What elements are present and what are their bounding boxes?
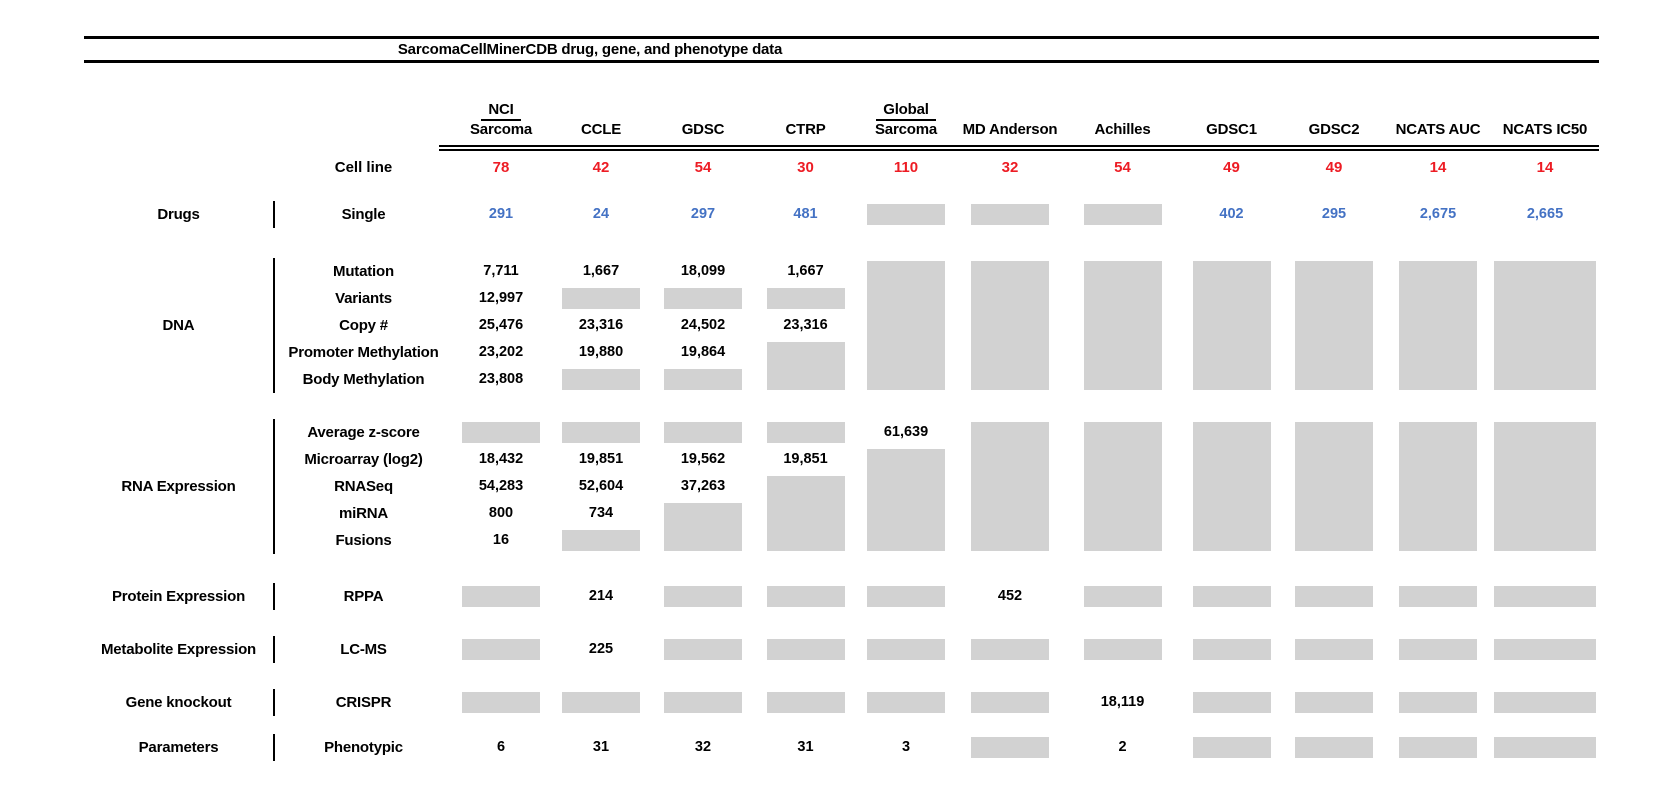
value-cell: 37,263 bbox=[680, 478, 726, 494]
value-cell: 225 bbox=[588, 641, 614, 657]
row-label: Variants bbox=[335, 290, 392, 307]
value-cell: 1,667 bbox=[787, 263, 824, 279]
missing-data-box bbox=[1084, 261, 1162, 390]
value-cell: 31 bbox=[592, 739, 610, 755]
data-column-9 bbox=[1283, 636, 1385, 663]
missing-data-box bbox=[1399, 737, 1477, 758]
data-column-5 bbox=[857, 583, 955, 610]
value-cell: 23,316 bbox=[783, 317, 828, 333]
value-cell: 452 bbox=[997, 588, 1023, 604]
missing-data-box bbox=[767, 476, 845, 551]
row-labels bbox=[275, 201, 452, 228]
data-column-10 bbox=[1385, 636, 1491, 663]
missing-data-box bbox=[767, 586, 845, 607]
section-gene-knockout bbox=[84, 689, 1599, 716]
value-cell: 54,283 bbox=[478, 478, 524, 494]
value-cell: 18,099 bbox=[680, 263, 726, 279]
data-column-8 bbox=[1180, 636, 1283, 663]
missing-data-box bbox=[1494, 261, 1596, 390]
section-dna bbox=[84, 258, 1599, 393]
category-label: Parameters bbox=[84, 734, 275, 761]
column-header-2 bbox=[550, 63, 652, 145]
value-cell: 6 bbox=[496, 739, 506, 755]
column-header-8 bbox=[1180, 63, 1283, 145]
section-metabolite-expression bbox=[84, 636, 1599, 663]
value-cell: 23,808 bbox=[478, 371, 524, 387]
column-header-label: CCLE bbox=[580, 121, 622, 138]
missing-data-box bbox=[462, 692, 540, 713]
value-cell: 291 bbox=[488, 206, 514, 222]
cell-line-count: 78 bbox=[492, 159, 510, 176]
column-header-label: Achilles bbox=[1094, 121, 1151, 138]
data-column-3 bbox=[652, 734, 754, 761]
value-cell: 295 bbox=[1321, 206, 1347, 222]
row-label: Phenotypic bbox=[324, 739, 403, 756]
missing-data-box bbox=[1295, 261, 1373, 390]
value-cell: 23,202 bbox=[478, 344, 524, 360]
value-cell: 18,432 bbox=[478, 451, 524, 467]
data-column-10 bbox=[1385, 689, 1491, 716]
data-column-6 bbox=[955, 636, 1065, 663]
missing-data-box bbox=[1193, 261, 1271, 390]
missing-data-box bbox=[1084, 586, 1162, 607]
data-column-1 bbox=[452, 689, 550, 716]
missing-data-box bbox=[767, 639, 845, 660]
value-cell: 32 bbox=[694, 739, 712, 755]
column-header-3 bbox=[652, 63, 754, 145]
data-column-5 bbox=[857, 258, 955, 393]
missing-data-box bbox=[867, 261, 945, 390]
value-cell: 214 bbox=[588, 588, 614, 604]
data-column-10 bbox=[1385, 419, 1491, 554]
cell-line-count: 14 bbox=[1429, 159, 1447, 176]
data-column-11 bbox=[1491, 419, 1599, 554]
data-column-3 bbox=[652, 419, 754, 554]
missing-data-box bbox=[1494, 737, 1596, 758]
missing-data-box bbox=[971, 261, 1049, 390]
missing-data-box bbox=[1193, 737, 1271, 758]
cell-line-count: 30 bbox=[797, 159, 814, 176]
missing-data-box bbox=[1295, 586, 1373, 607]
missing-data-box bbox=[767, 692, 845, 713]
data-column-1 bbox=[452, 201, 550, 228]
data-column-1 bbox=[452, 258, 550, 393]
data-column-10 bbox=[1385, 201, 1491, 228]
value-cell: 2,675 bbox=[1419, 206, 1457, 222]
section-drugs bbox=[84, 201, 1599, 228]
data-column-11 bbox=[1491, 636, 1599, 663]
data-column-2 bbox=[550, 419, 652, 554]
data-column-2 bbox=[550, 201, 652, 228]
data-column-9 bbox=[1283, 201, 1385, 228]
missing-data-box bbox=[971, 422, 1049, 551]
missing-data-box bbox=[867, 204, 945, 225]
value-cell: 24,502 bbox=[680, 317, 726, 333]
missing-data-box bbox=[1193, 639, 1271, 660]
cell-line-count: 14 bbox=[1536, 159, 1554, 176]
missing-data-box bbox=[462, 422, 540, 443]
value-cell: 16 bbox=[492, 532, 510, 548]
data-column-4 bbox=[754, 258, 857, 393]
data-column-3 bbox=[652, 258, 754, 393]
row-label: miRNA bbox=[338, 505, 388, 522]
data-column-4 bbox=[754, 583, 857, 610]
data-column-9 bbox=[1283, 419, 1385, 554]
data-column-4 bbox=[754, 734, 857, 761]
missing-data-box bbox=[1399, 586, 1477, 607]
cell-line-label: Cell line bbox=[334, 159, 393, 176]
missing-data-box bbox=[1084, 422, 1162, 551]
missing-data-box bbox=[1295, 692, 1373, 713]
data-column-10 bbox=[1385, 258, 1491, 393]
data-column-7 bbox=[1065, 636, 1180, 663]
data-column-6 bbox=[955, 689, 1065, 716]
value-cell: 19,851 bbox=[783, 451, 828, 467]
row-label: Mutation bbox=[333, 263, 394, 280]
row-labels bbox=[275, 734, 452, 761]
figure-title: SarcomaCellMinerCDB drug, gene, and phenotype data bbox=[397, 41, 783, 58]
missing-data-box bbox=[767, 288, 845, 309]
column-header-label: Sarcoma bbox=[470, 121, 532, 138]
missing-data-box bbox=[867, 639, 945, 660]
column-header-prefix: Global bbox=[876, 101, 935, 121]
cell-line-count: 110 bbox=[893, 159, 919, 176]
data-column-5 bbox=[857, 201, 955, 228]
missing-data-box bbox=[664, 639, 742, 660]
value-cell: 52,604 bbox=[578, 478, 624, 494]
value-cell: 31 bbox=[797, 739, 814, 755]
value-cell: 25,476 bbox=[478, 317, 524, 333]
column-header-9 bbox=[1283, 63, 1385, 145]
cell-line-count: 42 bbox=[592, 159, 610, 176]
column-header-5 bbox=[857, 63, 955, 145]
data-column-7 bbox=[1065, 689, 1180, 716]
missing-data-box bbox=[664, 422, 742, 443]
data-column-6 bbox=[955, 734, 1065, 761]
row-label: LC-MS bbox=[340, 641, 387, 658]
category-label: Metabolite Expression bbox=[84, 636, 275, 663]
row-labels bbox=[275, 419, 452, 554]
column-header-label: Sarcoma bbox=[875, 121, 937, 138]
row-label: CRISPR bbox=[335, 694, 392, 711]
missing-data-box bbox=[1193, 422, 1271, 551]
column-header-6 bbox=[955, 63, 1065, 145]
data-column-8 bbox=[1180, 689, 1283, 716]
column-header-label: MD Anderson bbox=[962, 121, 1058, 138]
data-column-7 bbox=[1065, 201, 1180, 228]
missing-data-box bbox=[664, 586, 742, 607]
missing-data-box bbox=[664, 288, 742, 309]
category-label: Protein Expression bbox=[84, 583, 275, 610]
missing-data-box bbox=[1494, 639, 1596, 660]
section-rna-expression bbox=[84, 419, 1599, 554]
value-cell: 19,864 bbox=[680, 344, 726, 360]
missing-data-box bbox=[1494, 586, 1596, 607]
value-cell: 18,119 bbox=[1100, 694, 1145, 710]
missing-data-box bbox=[664, 503, 742, 551]
missing-data-box bbox=[664, 692, 742, 713]
column-header-7 bbox=[1065, 63, 1180, 145]
row-label: Promoter Methylation bbox=[288, 344, 439, 361]
data-column-9 bbox=[1283, 258, 1385, 393]
category-label: Drugs bbox=[84, 201, 275, 228]
cell-line-count: 49 bbox=[1325, 159, 1343, 176]
cell-line-count: 54 bbox=[1114, 159, 1131, 176]
value-cell: 800 bbox=[488, 505, 514, 521]
value-cell: 24 bbox=[592, 206, 610, 222]
missing-data-box bbox=[462, 639, 540, 660]
missing-data-box bbox=[562, 530, 640, 551]
row-label: Body Methylation bbox=[302, 371, 425, 388]
missing-data-box bbox=[562, 369, 640, 390]
section-protein-expression bbox=[84, 583, 1599, 610]
missing-data-box bbox=[1494, 692, 1596, 713]
data-column-3 bbox=[652, 583, 754, 610]
row-labels bbox=[275, 689, 452, 716]
data-column-10 bbox=[1385, 583, 1491, 610]
data-column-8 bbox=[1180, 419, 1283, 554]
data-column-1 bbox=[452, 419, 550, 554]
column-header-11 bbox=[1491, 63, 1599, 145]
data-column-4 bbox=[754, 201, 857, 228]
value-cell: 402 bbox=[1219, 206, 1244, 222]
data-column-1 bbox=[452, 734, 550, 761]
data-column-2 bbox=[550, 734, 652, 761]
data-column-7 bbox=[1065, 583, 1180, 610]
missing-data-box bbox=[867, 586, 945, 607]
missing-data-box bbox=[971, 639, 1049, 660]
data-availability-figure bbox=[84, 36, 1599, 761]
data-column-4 bbox=[754, 689, 857, 716]
missing-data-box bbox=[1295, 737, 1373, 758]
value-cell: 297 bbox=[690, 206, 716, 222]
data-column-11 bbox=[1491, 201, 1599, 228]
data-column-2 bbox=[550, 689, 652, 716]
row-label: Single bbox=[341, 206, 386, 223]
missing-data-box bbox=[767, 342, 845, 390]
row-label: RPPA bbox=[343, 588, 384, 605]
column-header-prefix: NCI bbox=[481, 101, 520, 121]
missing-data-box bbox=[1399, 422, 1477, 551]
data-column-9 bbox=[1283, 734, 1385, 761]
cell-line-count: 32 bbox=[1001, 159, 1019, 176]
cell-line-count: 49 bbox=[1223, 159, 1240, 176]
missing-data-box bbox=[562, 692, 640, 713]
category-label: DNA bbox=[84, 258, 275, 393]
missing-data-box bbox=[1295, 639, 1373, 660]
missing-data-box bbox=[1399, 639, 1477, 660]
column-header-row bbox=[84, 63, 1599, 151]
data-column-6 bbox=[955, 258, 1065, 393]
data-column-3 bbox=[652, 201, 754, 228]
cell-line-count-row bbox=[84, 154, 1599, 181]
missing-data-box bbox=[462, 586, 540, 607]
missing-data-box bbox=[1084, 204, 1162, 225]
value-cell: 2,665 bbox=[1526, 206, 1564, 222]
value-cell: 734 bbox=[588, 505, 614, 521]
data-column-5 bbox=[857, 636, 955, 663]
value-cell: 2 bbox=[1118, 739, 1127, 755]
category-label: RNA Expression bbox=[84, 419, 275, 554]
data-column-2 bbox=[550, 258, 652, 393]
missing-data-box bbox=[971, 204, 1049, 225]
missing-data-box bbox=[971, 737, 1049, 758]
data-column-11 bbox=[1491, 689, 1599, 716]
data-column-3 bbox=[652, 636, 754, 663]
data-column-7 bbox=[1065, 734, 1180, 761]
data-column-5 bbox=[857, 419, 955, 554]
figure-title-bar bbox=[84, 36, 1599, 63]
data-column-4 bbox=[754, 419, 857, 554]
data-column-8 bbox=[1180, 583, 1283, 610]
data-sections bbox=[84, 201, 1599, 761]
missing-data-box bbox=[971, 692, 1049, 713]
row-labels bbox=[275, 258, 452, 393]
data-column-10 bbox=[1385, 734, 1491, 761]
missing-data-box bbox=[664, 369, 742, 390]
data-column-7 bbox=[1065, 258, 1180, 393]
row-labels bbox=[275, 636, 452, 663]
value-cell: 3 bbox=[901, 739, 911, 755]
value-cell: 19,562 bbox=[680, 451, 726, 467]
page bbox=[0, 36, 1669, 800]
data-column-4 bbox=[754, 636, 857, 663]
missing-data-box bbox=[867, 449, 945, 551]
header-double-rule bbox=[439, 145, 1599, 151]
row-label: Microarray (log2) bbox=[304, 451, 423, 468]
column-header-label: GDSC2 bbox=[1308, 121, 1360, 138]
row-labels bbox=[275, 583, 452, 610]
data-column-8 bbox=[1180, 734, 1283, 761]
value-cell: 1,667 bbox=[582, 263, 620, 279]
row-label: RNASeq bbox=[334, 478, 393, 495]
cell-line-count: 54 bbox=[694, 159, 712, 176]
category-label: Gene knockout bbox=[84, 689, 275, 716]
column-header-label: GDSC bbox=[681, 121, 725, 138]
data-column-9 bbox=[1283, 689, 1385, 716]
missing-data-box bbox=[1399, 261, 1477, 390]
data-column-2 bbox=[550, 583, 652, 610]
column-header-label: CTRP bbox=[785, 121, 826, 138]
value-cell: 19,851 bbox=[578, 451, 624, 467]
missing-data-box bbox=[867, 692, 945, 713]
section-parameters bbox=[84, 734, 1599, 761]
data-column-9 bbox=[1283, 583, 1385, 610]
data-column-5 bbox=[857, 689, 955, 716]
value-cell: 481 bbox=[793, 206, 818, 222]
data-column-8 bbox=[1180, 258, 1283, 393]
data-column-3 bbox=[652, 689, 754, 716]
missing-data-box bbox=[1494, 422, 1596, 551]
data-column-1 bbox=[452, 636, 550, 663]
data-column-6 bbox=[955, 201, 1065, 228]
data-column-5 bbox=[857, 734, 955, 761]
value-cell: 7,711 bbox=[483, 263, 519, 279]
row-label: Average z-score bbox=[307, 424, 420, 441]
missing-data-box bbox=[562, 288, 640, 309]
missing-data-box bbox=[1193, 586, 1271, 607]
column-header-label: GDSC1 bbox=[1206, 121, 1257, 138]
data-column-6 bbox=[955, 419, 1065, 554]
missing-data-box bbox=[1399, 692, 1477, 713]
value-cell: 12,997 bbox=[478, 290, 524, 306]
row-label: Fusions bbox=[335, 532, 392, 549]
missing-data-box bbox=[1295, 422, 1373, 551]
data-column-11 bbox=[1491, 734, 1599, 761]
data-column-8 bbox=[1180, 201, 1283, 228]
row-label: Copy # bbox=[339, 317, 388, 334]
missing-data-box bbox=[562, 422, 640, 443]
data-column-11 bbox=[1491, 258, 1599, 393]
data-column-7 bbox=[1065, 419, 1180, 554]
data-column-11 bbox=[1491, 583, 1599, 610]
data-column-1 bbox=[452, 583, 550, 610]
column-header-label: NCATS IC50 bbox=[1502, 121, 1588, 138]
value-cell: 19,880 bbox=[578, 344, 624, 360]
column-header-10 bbox=[1385, 63, 1491, 145]
value-cell: 23,316 bbox=[578, 317, 624, 333]
value-cell: 61,639 bbox=[883, 424, 929, 440]
missing-data-box bbox=[1084, 639, 1162, 660]
data-column-2 bbox=[550, 636, 652, 663]
missing-data-box bbox=[767, 422, 845, 443]
data-column-6 bbox=[955, 583, 1065, 610]
column-header-4 bbox=[754, 63, 857, 145]
column-header-1 bbox=[452, 63, 550, 145]
missing-data-box bbox=[1193, 692, 1271, 713]
column-header-label: NCATS AUC bbox=[1395, 121, 1481, 138]
